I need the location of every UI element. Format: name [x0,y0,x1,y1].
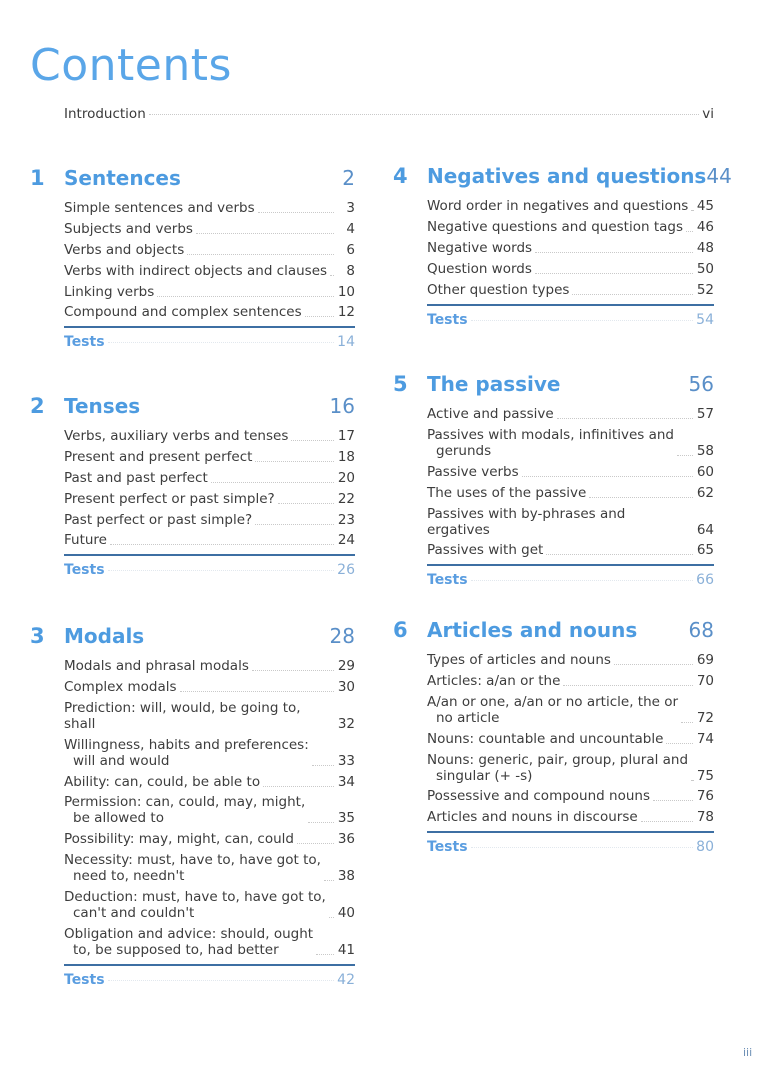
dot-leader [535,273,693,274]
entry-label: Word order in negatives and questions [427,198,689,214]
toc-entry[interactable] [427,506,714,538]
dot-leader [691,780,693,781]
divider [427,304,714,306]
unit-title: Tenses [64,394,141,418]
dot-leader [641,821,693,822]
entry-page: 74 [696,730,714,747]
entry-label: Verbs, auxiliary verbs and tenses [64,428,289,444]
entry-page: 22 [337,490,355,507]
dot-leader [187,254,334,255]
divider [427,564,714,566]
toc-entry-tests[interactable] [64,334,355,350]
dot-leader [258,212,334,213]
dot-leader [308,822,334,823]
toc-entry[interactable] [427,809,714,825]
entry-page: 45 [696,198,714,214]
dot-leader [263,786,334,787]
toc-entry[interactable] [427,542,714,558]
unit-number: 1 [30,166,45,190]
tests-page: 14 [337,334,355,351]
tests-label: Tests [427,839,468,856]
entry-page: 10 [337,283,355,300]
entry-label-line1: Necessity: must, have to, have got to, [64,852,321,869]
toc-entry-tests[interactable] [427,839,714,855]
entry-label: Ability: can, could, be able to [64,773,261,790]
dot-leader [255,524,334,525]
toc-entry[interactable] [64,242,355,258]
unit-heading[interactable] [30,166,355,196]
unit-page: 28 [329,624,355,648]
toc-entry[interactable] [427,240,714,256]
unit-items [427,652,714,825]
entry-label: The uses of the passive [427,484,587,501]
unit-section [30,394,355,579]
tests-label: Tests [427,311,468,328]
entry-label: Verbs with indirect objects and clauses [64,262,328,279]
unit-heading[interactable] [30,394,355,424]
entry-label-line2: will and would [73,752,170,769]
dot-leader [329,917,334,918]
tests-label: Tests [427,572,468,589]
toc-entry[interactable] [427,282,714,298]
entry-page: 41 [337,942,355,959]
entry-label-line2: can't and couldn't [73,905,195,922]
toc-entry-tests[interactable] [427,572,714,588]
toc-entry[interactable] [64,200,355,216]
unit-heading[interactable] [393,164,732,194]
dot-leader [471,320,694,321]
unit-items [64,658,355,958]
dot-leader [546,554,693,555]
entry-page: 32 [337,715,355,732]
toc-entry[interactable] [64,831,355,847]
entry-label: Articles: a/an or the [427,672,561,689]
page-folio: iii [743,1046,753,1059]
unit-page: 2 [342,166,355,190]
toc-entry[interactable] [427,694,714,726]
toc-entry[interactable] [64,304,355,320]
entry-page: 34 [337,773,355,790]
toc-entry[interactable] [427,788,714,804]
dot-leader [666,743,693,744]
toc-entry[interactable] [427,427,714,459]
entry-page: 18 [337,448,355,465]
dot-leader [589,497,693,498]
toc-entry[interactable] [64,491,355,507]
entry-page: 33 [337,752,355,769]
divider [64,554,355,556]
dot-leader [471,580,694,581]
entry-label: Articles and nouns in discourse [427,809,638,826]
entry-label [64,852,321,884]
entry-page: vi [702,106,714,122]
unit-section [30,624,355,989]
unit-heading[interactable] [393,372,714,402]
dot-leader [471,847,694,848]
entry-page: 46 [696,218,714,235]
dot-leader [149,114,699,115]
dot-leader [180,691,334,692]
toc-entry[interactable] [64,263,355,279]
unit-heading[interactable] [393,618,714,648]
toc-entry[interactable] [427,485,714,501]
entry-label: Subjects and verbs [64,220,193,237]
entry-label: Possibility: may, might, can, could [64,831,294,848]
entry-label: Passives with get [427,542,544,559]
entry-page: 75 [696,767,714,784]
entry-page: 50 [696,260,714,277]
dot-leader [653,800,693,801]
unit-number: 4 [393,164,408,188]
toc-entry[interactable] [64,658,355,674]
entry-label: Verbs and objects [64,241,185,258]
dot-leader [291,440,334,441]
entry-page: 48 [696,239,714,256]
toc-entry[interactable] [427,406,714,422]
entry-label [64,926,313,958]
divider [64,326,355,328]
dot-leader [297,843,334,844]
entry-label: Active and passive [427,406,554,422]
entry-label-line1: A/an or one, a/an or no article, the or [427,693,679,710]
entry-page: 40 [337,905,355,922]
toc-entry[interactable] [427,752,714,784]
entry-label-line1: Permission: can, could, may, might, [64,794,306,811]
dot-leader [108,980,335,981]
entry-label [64,889,326,921]
toc-entry-tests[interactable] [427,312,714,328]
toc-entry[interactable] [64,774,355,790]
dot-leader [614,664,693,665]
entry-label [427,694,678,726]
toc-entry-tests[interactable] [64,562,355,578]
toc-entry[interactable] [64,794,355,826]
entry-page: 23 [337,511,355,528]
entry-label: Present perfect or past simple? [64,490,275,507]
toc-entry[interactable] [64,737,355,769]
entry-page: 8 [346,262,355,279]
toc-entry[interactable] [64,700,355,732]
entry-label-line1: Nouns: generic, pair, group, plural and [427,751,689,768]
dot-leader [324,880,334,881]
dot-leader [255,461,334,462]
entry-label: Nouns: countable and uncountable [427,730,664,747]
dot-leader [196,233,334,234]
tests-page: 42 [337,972,355,989]
entry-page: 12 [337,304,355,321]
entry-page: 17 [337,428,355,444]
entry-label: Possessive and compound nouns [427,788,650,805]
tests-page: 66 [696,572,714,589]
entry-label: Future [64,532,107,549]
unit-page: 44 [706,164,732,188]
entry-label-line1: Obligation and advice: should, ought [64,926,314,943]
toc-entry[interactable] [64,470,355,486]
unit-title: Negatives and questions [427,164,707,188]
entry-label-line2: singular (+ -s) [436,767,533,784]
entry-label: Other question types [427,281,570,298]
unit-page: 56 [688,372,714,396]
divider [427,831,714,833]
dot-leader [312,765,334,766]
entry-label: Modals and phrasal modals [64,658,249,674]
entry-label-line1: Deduction: must, have to, have got to, [64,889,326,906]
unit-number: 6 [393,618,408,642]
entry-page: 58 [696,442,714,459]
entry-page: 65 [696,542,714,559]
toc-entry[interactable] [64,428,355,444]
toc-entry[interactable] [64,449,355,465]
dot-leader [681,722,693,723]
dot-leader [278,503,334,504]
dot-leader [691,210,693,211]
dot-leader [572,294,693,295]
entry-label [64,737,309,769]
entry-label [427,752,688,784]
unit-items [427,406,714,558]
tests-label: Tests [64,972,105,989]
entry-page: 6 [346,241,355,258]
dot-leader [108,570,335,571]
entry-page: 36 [337,831,355,848]
toc-entry[interactable] [64,221,355,237]
entry-page: 78 [696,809,714,826]
toc-entry[interactable] [64,852,355,884]
entry-label-line2: to, be supposed to, had better [73,942,279,959]
dot-leader [110,544,334,545]
unit-title: Sentences [64,166,181,190]
toc-entry[interactable] [64,889,355,921]
entry-label: Complex modals [64,678,177,695]
toc-entry[interactable] [64,532,355,548]
entry-label-line1: Passives with modals, infinitives and [427,426,674,443]
tests-label: Tests [64,334,105,351]
toc-entry[interactable] [427,464,714,480]
entry-label: Linking verbs [64,283,155,300]
unit-number: 3 [30,624,45,648]
entry-page: 20 [337,469,355,486]
unit-number: 2 [30,394,45,418]
entry-label: Passives with by-phrases and ergatives [427,505,626,538]
entry-page: 72 [696,709,714,726]
unit-items [64,428,355,548]
toc-entry-tests[interactable] [64,972,355,988]
dot-leader [330,275,334,276]
entry-page: 69 [696,652,714,668]
entry-page: 35 [337,810,355,827]
entry-page: 57 [696,406,714,422]
entry-page: 4 [346,220,355,237]
dot-leader [108,342,335,343]
entry-page: 38 [337,868,355,885]
tests-page: 26 [337,562,355,579]
entry-label-line1: Willingness, habits and preferences: [64,736,309,753]
dot-leader [305,316,334,317]
tests-label: Tests [64,562,105,579]
entry-label: Present and present perfect [64,448,253,465]
entry-label: Negative questions and question tags [427,218,683,235]
unit-title: The passive [427,372,561,396]
entry-page: 3 [346,200,355,216]
entry-page: 24 [337,532,355,549]
toc-entry[interactable] [427,219,714,235]
unit-heading[interactable] [30,624,355,654]
dot-leader [677,455,693,456]
entry-page: 70 [696,672,714,689]
entry-label: Compound and complex sentences [64,304,302,321]
page-title: Contents [30,40,232,91]
entry-label: Past and past perfect [64,469,208,486]
dot-leader [316,954,334,955]
dot-leader [535,252,693,253]
entry-label: Negative words [427,239,533,256]
tests-page: 54 [696,311,714,328]
toc-entry[interactable] [64,926,355,958]
dot-leader [211,482,334,483]
unit-number: 5 [393,372,408,396]
entry-label-line2: need to, needn't [73,868,185,885]
unit-title: Articles and nouns [427,618,638,642]
entry-label: Past perfect or past simple? [64,511,253,528]
unit-section [393,164,732,328]
entry-label-line2: no article [436,709,500,726]
unit-title: Modals [64,624,145,648]
toc-entry[interactable] [64,679,355,695]
entry-page: 30 [337,678,355,695]
dot-leader [563,685,693,686]
toc-entry[interactable] [427,673,714,689]
entry-label [64,794,305,826]
dot-leader [686,231,693,232]
entry-label: Question words [427,260,532,277]
tests-page: 80 [696,839,714,856]
toc-entry[interactable] [427,261,714,277]
unit-section [393,618,714,856]
divider [64,964,355,966]
toc-entry[interactable] [427,652,714,668]
entry-label: Prediction: will, would, be going to, shall [64,699,301,732]
entry-page: 60 [696,463,714,480]
dot-leader [557,418,693,419]
entry-page: 64 [696,521,714,538]
dot-leader [522,476,693,477]
entry-label: Introduction [64,106,146,122]
entry-page: 29 [337,658,355,674]
unit-section [30,166,355,351]
entry-page: 76 [696,788,714,805]
unit-page: 68 [688,618,714,642]
unit-items [64,200,355,320]
entry-label: Types of articles and nouns [427,652,611,668]
unit-items [427,198,714,298]
unit-page: 16 [329,394,355,418]
entry-page: 62 [696,484,714,501]
toc-entry[interactable] [427,731,714,747]
entry-label-line2: be allowed to [73,810,164,827]
entry-label: Simple sentences and verbs [64,200,255,216]
entry-label-line2: gerunds [436,442,492,459]
unit-section [393,372,714,589]
toc-entry[interactable] [64,284,355,300]
dot-leader [252,670,334,671]
toc-entry-introduction[interactable] [64,106,714,122]
entry-label: Passive verbs [427,463,519,480]
entry-page: 52 [696,281,714,298]
entry-label [427,427,674,459]
dot-leader [157,296,334,297]
toc-entry[interactable] [64,512,355,528]
toc-entry[interactable] [427,198,714,214]
